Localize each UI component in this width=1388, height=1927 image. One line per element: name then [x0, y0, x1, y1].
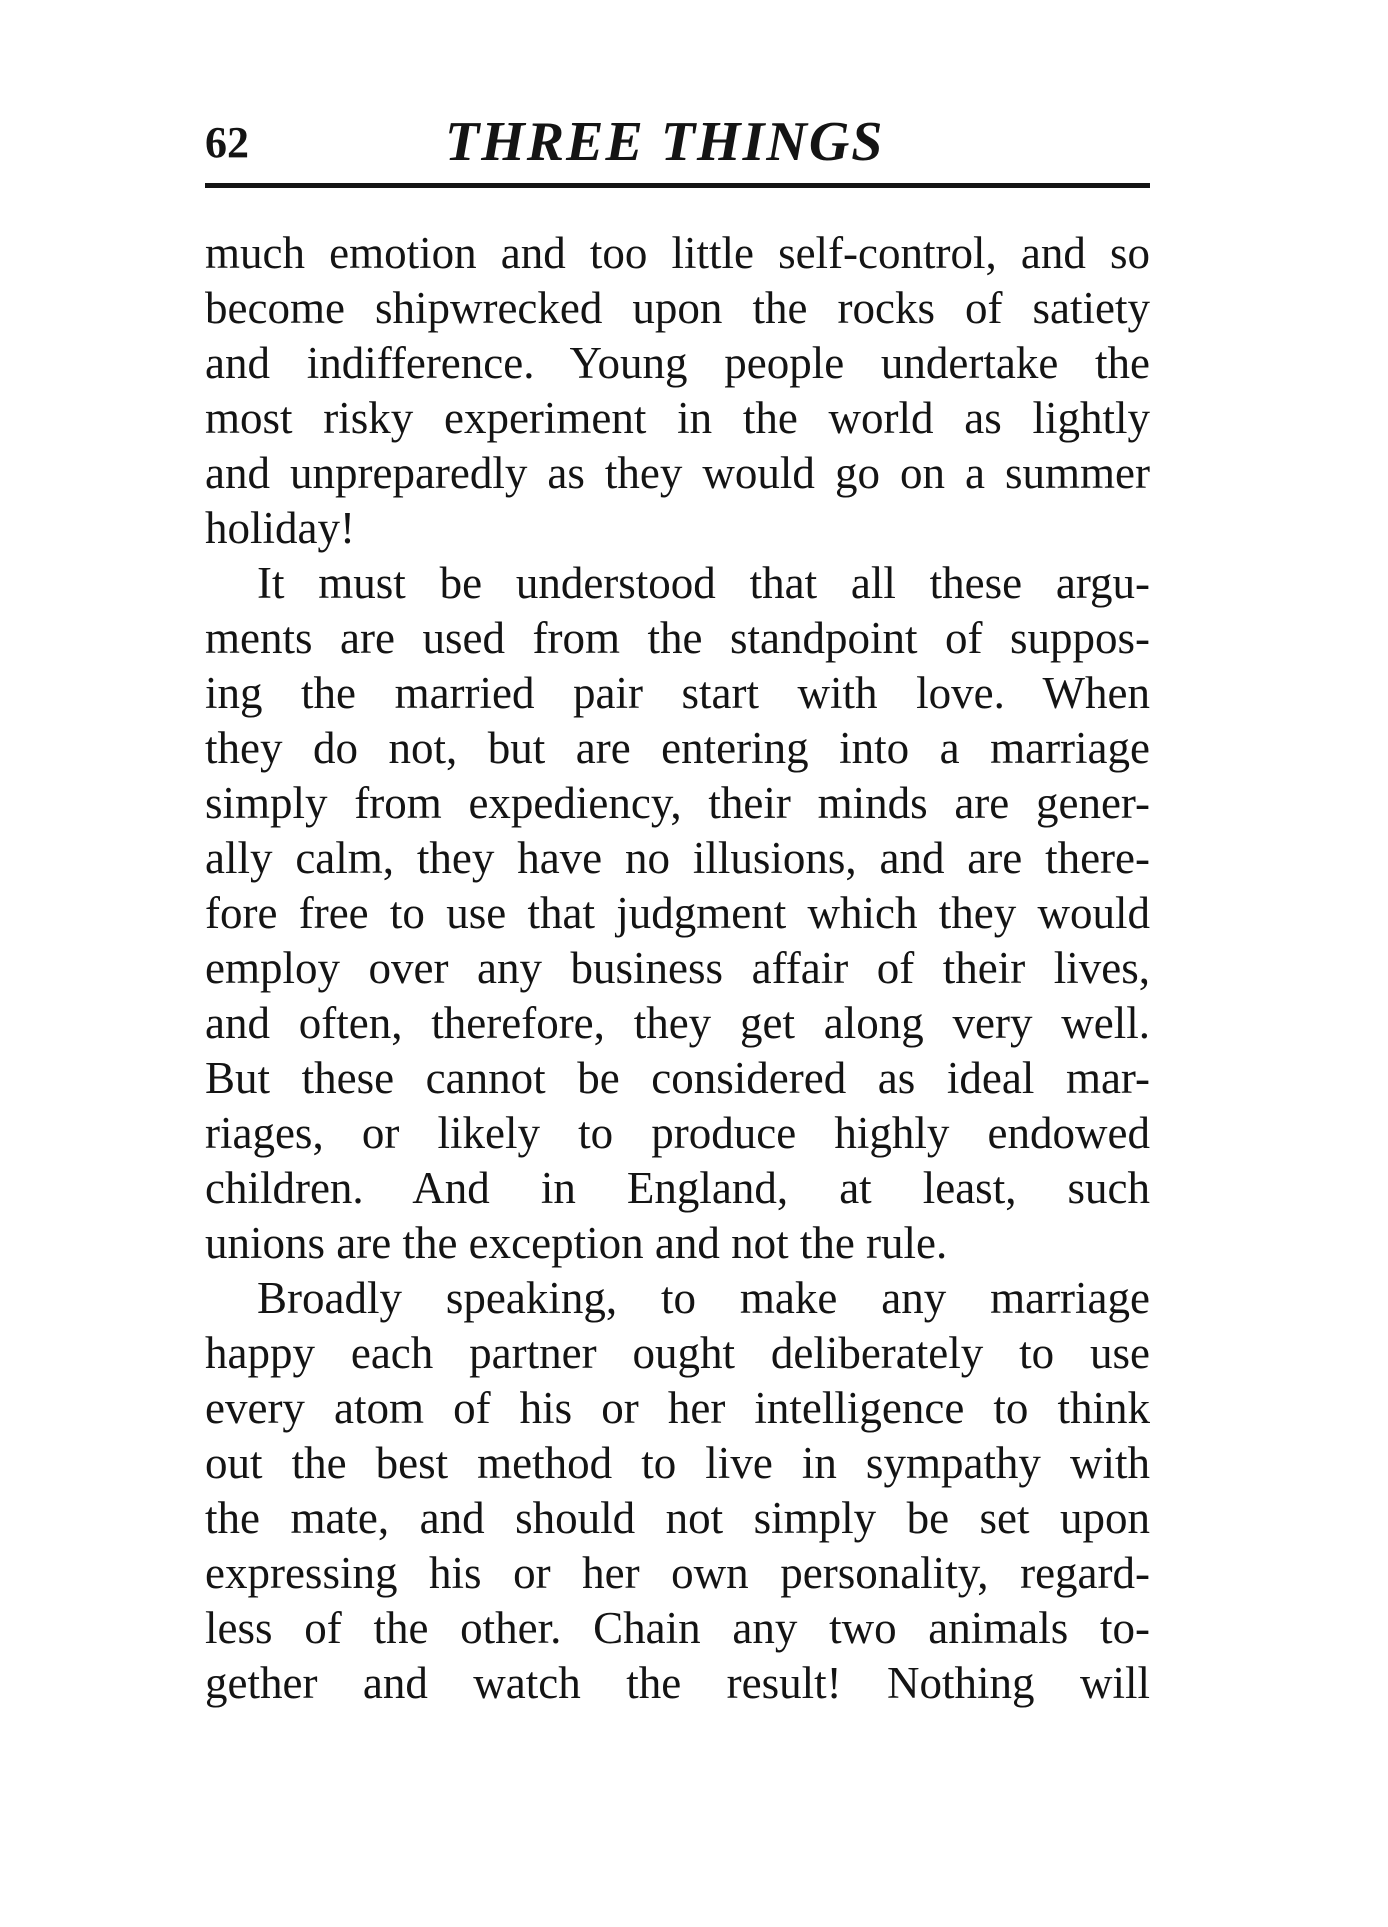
- text-line: employ over any business affair of their lives,: [205, 943, 1150, 993]
- text-line: and indifference. Young people undertake the: [205, 338, 1150, 388]
- text-line: happy each partner ought deliberately to use: [205, 1328, 1150, 1378]
- text-line: Broadly speaking, to make any marriage: [257, 1273, 1150, 1323]
- text-line: simply from expediency, their minds are gener-: [205, 778, 1150, 828]
- text-line: and unpreparedly as they would go on a summer: [205, 448, 1150, 498]
- text-line: they do not, but are entering into a marriage: [205, 723, 1150, 773]
- text-line: every atom of his or her intelligence to think: [205, 1383, 1150, 1433]
- text-line: the mate, and should not simply be set upon: [205, 1493, 1150, 1543]
- text-line: and often, therefore, they get along very well.: [205, 998, 1150, 1048]
- text-line: unions are the exception and not the rule.: [205, 1218, 948, 1268]
- text-line: gether and watch the result! Nothing will: [205, 1658, 1150, 1708]
- text-line: ally calm, they have no illusions, and are there-: [205, 833, 1150, 883]
- text-line: out the best method to live in sympathy with: [205, 1438, 1150, 1488]
- page-number: 62: [205, 118, 249, 167]
- text-line: most risky experiment in the world as lightly: [205, 393, 1150, 443]
- text-line: expressing his or her own personality, regard-: [205, 1548, 1150, 1598]
- text-line: become shipwrecked upon the rocks of satiety: [205, 283, 1150, 333]
- text-line: holiday!: [205, 503, 355, 553]
- running-head: [205, 112, 1150, 172]
- body-text: [205, 226, 1150, 1711]
- text-line: It must be understood that all these argu-: [257, 558, 1150, 608]
- text-line: ing the married pair start with love. When: [205, 668, 1150, 718]
- running-title: THREE THINGS: [445, 111, 885, 173]
- text-line: fore free to use that judgment which they would: [205, 888, 1150, 938]
- text-line: riages, or likely to produce highly endowed: [205, 1108, 1150, 1158]
- header-rule: [205, 183, 1150, 188]
- text-line: children. And in England, at least, such: [205, 1163, 1150, 1213]
- text-line: ments are used from the standpoint of suppos-: [205, 613, 1150, 663]
- text-line: much emotion and too little self-control, and so: [205, 228, 1150, 278]
- text-line: But these cannot be considered as ideal mar-: [205, 1053, 1150, 1103]
- text-line: less of the other. Chain any two animals to-: [205, 1603, 1150, 1653]
